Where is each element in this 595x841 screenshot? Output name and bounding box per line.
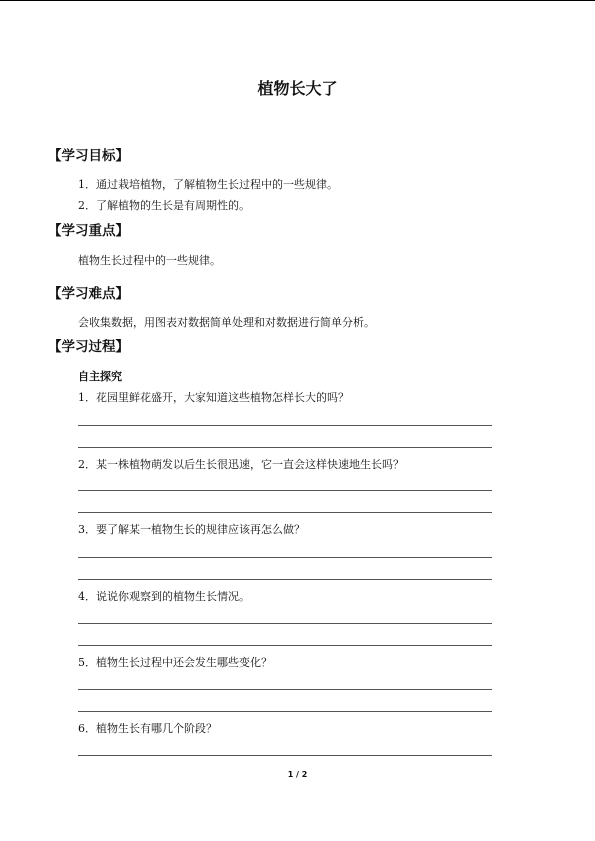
question-4: 4．说说你观察到的植物生长情况。 [78, 590, 250, 603]
heading-learning-goals: 【学习目标】 [48, 148, 129, 164]
question-2: 2．某一株植物萌发以后生长很迅速，它一直会这样快速地生长吗？ [78, 458, 404, 471]
answer-line[interactable] [78, 557, 492, 558]
top-rule [0, 0, 595, 1]
heading-learning-focus: 【学习重点】 [48, 223, 129, 239]
answer-line[interactable] [78, 512, 492, 513]
answer-line[interactable] [78, 689, 492, 690]
page-title: 植物长大了 [257, 79, 338, 98]
focus-text: 植物生长过程中的一些规律。 [78, 254, 221, 267]
answer-line[interactable] [78, 645, 492, 646]
heading-learning-process: 【学习过程】 [48, 339, 129, 355]
answer-line[interactable] [78, 711, 492, 712]
question-6: 6．植物生长有哪几个阶段？ [78, 722, 217, 735]
subheading-self-inquiry: 自主探究 [78, 370, 122, 383]
answer-line[interactable] [78, 623, 492, 624]
answer-line[interactable] [78, 425, 492, 426]
question-3: 3．要了解某一植物生长的规律应该再怎么做？ [78, 523, 305, 536]
heading-learning-difficulty: 【学习难点】 [48, 286, 129, 302]
answer-line[interactable] [78, 755, 492, 756]
page-number: 1 / 2 [287, 770, 308, 779]
difficulty-text: 会收集数据，用图表对数据简单处理和对数据进行简单分析。 [78, 316, 375, 329]
answer-line[interactable] [78, 490, 492, 491]
answer-line[interactable] [78, 447, 492, 448]
goal-item-2: 2．了解植物的生长是有周期性的。 [78, 199, 250, 212]
goal-item-1: 1．通过栽培植物，了解植物生长过程中的一些规律。 [78, 178, 338, 191]
question-5: 5．植物生长过程中还会发生哪些变化？ [78, 656, 272, 669]
question-1: 1．花园里鲜花盛开，大家知道这些植物怎样长大的吗？ [78, 391, 349, 404]
answer-line[interactable] [78, 579, 492, 580]
